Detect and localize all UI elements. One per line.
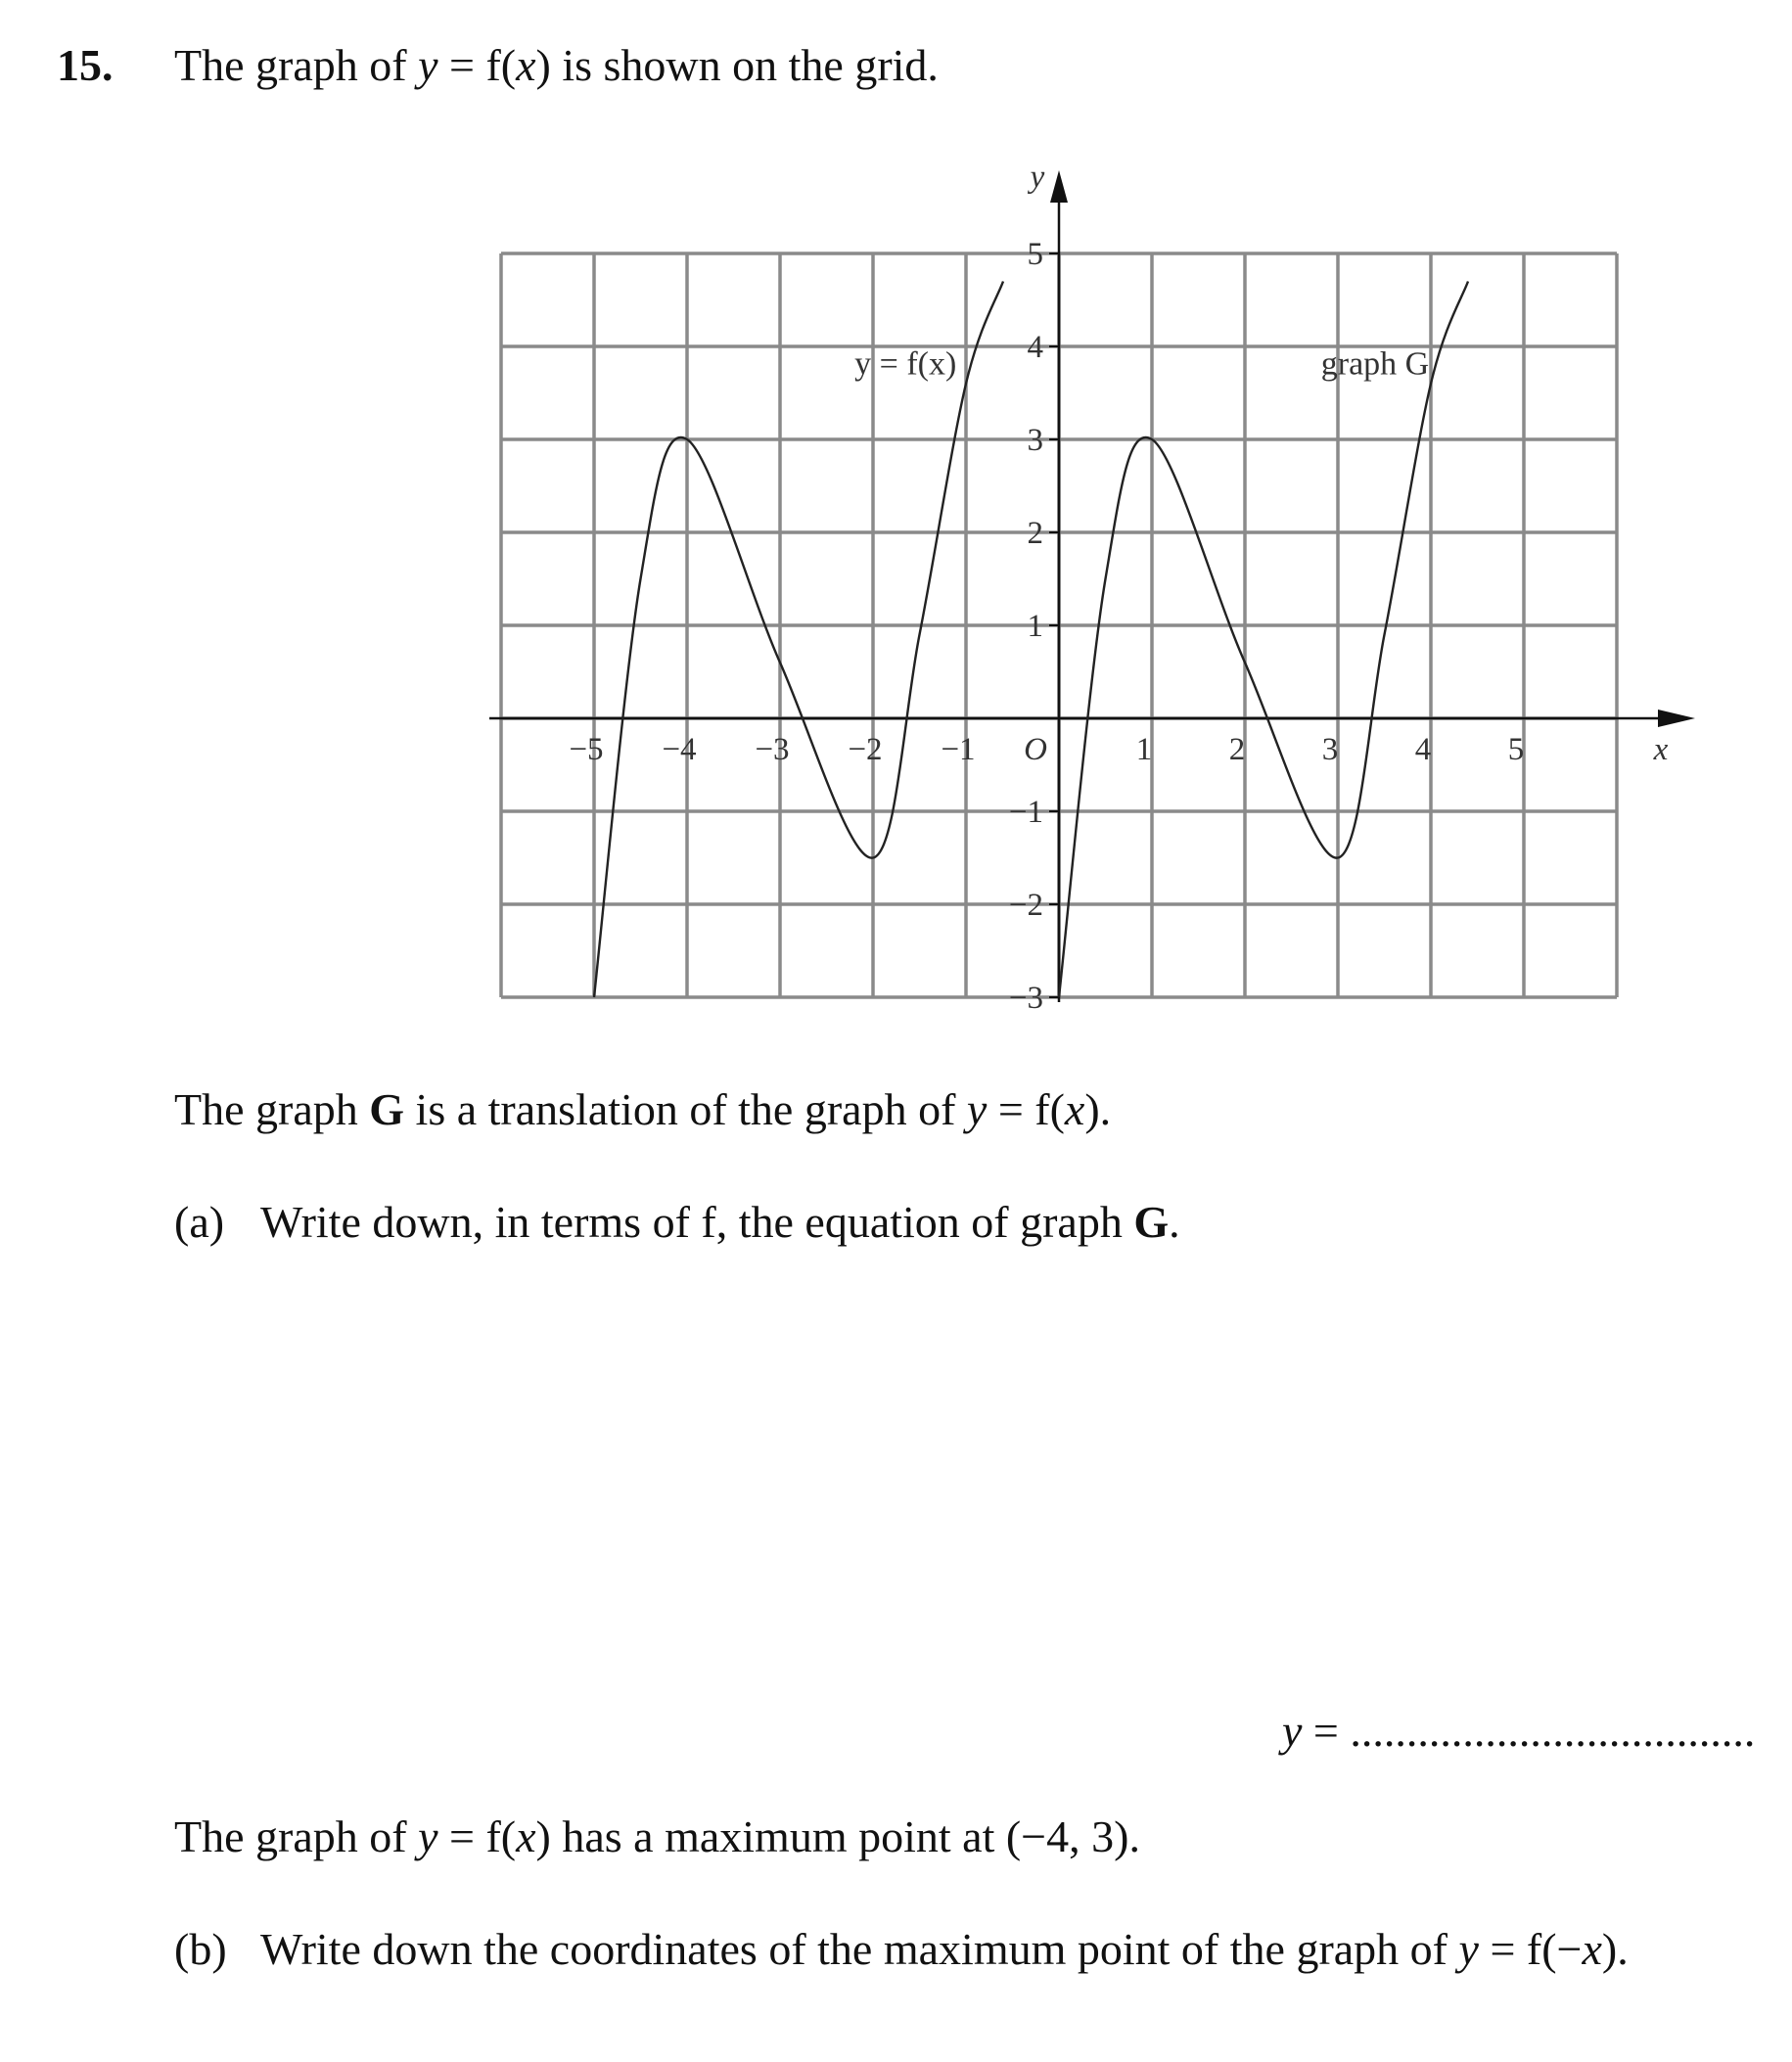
- curve-f: [594, 282, 1003, 998]
- part-b-text-3: ).: [1601, 1924, 1629, 1974]
- y-tick-label: 3: [1027, 423, 1043, 458]
- part-a-text-2: .: [1169, 1197, 1180, 1247]
- answer-equals: =: [1302, 1706, 1351, 1756]
- stmt1-var-x: x: [1064, 1084, 1085, 1134]
- x-axis-arrow-icon: [1658, 710, 1695, 727]
- origin-label: O: [1024, 732, 1047, 767]
- function-graph: [489, 157, 1723, 1037]
- stmt1-text-1: The graph: [174, 1084, 370, 1134]
- y-axis-label: y: [1030, 160, 1045, 195]
- y-tick-label: 2: [1027, 516, 1043, 551]
- stmt1-text-2: is a translation of the graph of: [404, 1084, 967, 1134]
- stmt1-text-4: ).: [1084, 1084, 1112, 1134]
- curve-g: [1059, 282, 1468, 998]
- intro-var-y: y: [418, 40, 438, 90]
- statement-translation: [174, 1083, 1111, 1135]
- part-b: [174, 1923, 1629, 1975]
- part-a-text-1: Write down, in terms of f, the equation of graph: [260, 1197, 1134, 1247]
- question-number: 15.: [57, 40, 114, 90]
- x-axis-label: x: [1653, 732, 1669, 767]
- part-b-var-x: x: [1582, 1924, 1602, 1974]
- answer-line-a[interactable]: [1282, 1705, 1755, 1757]
- stmt2-text-3: ) has a maximum point at (−4, 3).: [535, 1811, 1140, 1861]
- intro-var-x: x: [516, 40, 536, 90]
- x-tick-label: 4: [1414, 732, 1432, 767]
- curve-f-label: y = f(x): [854, 345, 957, 383]
- x-tick-label: −2: [848, 732, 883, 767]
- stmt2-var-y: y: [418, 1811, 438, 1861]
- x-tick-label: 3: [1321, 732, 1339, 767]
- y-axis-arrow-icon: [1050, 170, 1068, 203]
- part-a-graph-g: G: [1133, 1197, 1170, 1247]
- x-tick-label: 1: [1135, 732, 1153, 767]
- y-tick-label: 5: [1027, 237, 1043, 272]
- y-tick-label: −1: [1008, 795, 1043, 830]
- statement-maximum: [174, 1810, 1140, 1862]
- curve-g-label: graph G: [1320, 345, 1430, 383]
- part-b-var-y: y: [1458, 1924, 1479, 1974]
- stmt2-text-1: The graph of: [174, 1811, 419, 1861]
- answer-var-y: y: [1282, 1706, 1303, 1756]
- intro-text-1: The graph of: [174, 40, 419, 90]
- stmt2-var-x: x: [516, 1811, 536, 1861]
- intro-text-3: ) is shown on the grid.: [535, 40, 939, 90]
- x-tick-label: −5: [569, 732, 604, 767]
- stmt1-text-3: = f(: [987, 1084, 1065, 1134]
- part-a: [174, 1196, 1180, 1248]
- part-b-text-1: Write down the coordinates of the maximum point of the graph of: [260, 1924, 1459, 1974]
- x-tick-label: −4: [662, 732, 697, 767]
- part-b-label: (b): [174, 1924, 227, 1974]
- answer-dots: ....................................: [1350, 1706, 1756, 1756]
- y-tick-label: 4: [1027, 330, 1043, 365]
- x-tick-label: 2: [1228, 732, 1246, 767]
- y-tick-label: 1: [1027, 609, 1043, 644]
- intro-text-2: = f(: [437, 40, 517, 90]
- part-b-text-2: = f(−: [1478, 1924, 1583, 1974]
- question-intro: [174, 39, 939, 91]
- x-tick-label: −1: [941, 732, 976, 767]
- stmt1-var-y: y: [966, 1084, 988, 1134]
- stmt1-graph-g: G: [369, 1084, 405, 1134]
- y-tick-label: −3: [1008, 981, 1043, 1016]
- part-a-label: (a): [174, 1197, 225, 1247]
- stmt2-text-2: = f(: [437, 1811, 517, 1861]
- y-tick-label: −2: [1008, 888, 1043, 923]
- x-tick-label: −3: [755, 732, 790, 767]
- x-tick-label: 5: [1507, 732, 1525, 767]
